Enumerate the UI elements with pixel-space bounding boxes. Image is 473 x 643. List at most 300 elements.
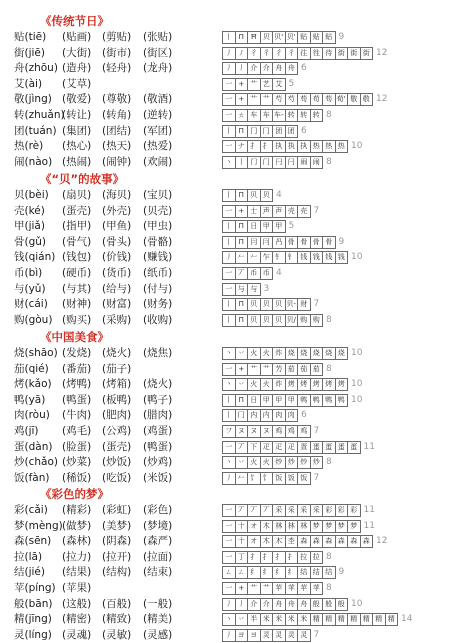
character-row — [0, 297, 473, 312]
section-title: 《传统节日》 — [40, 14, 109, 28]
stroke-order-grid — [222, 566, 336, 578]
stroke-box: 火 — [247, 347, 260, 360]
stroke-box: 丶 — [222, 613, 235, 626]
example-word: (发烧) — [62, 347, 92, 359]
stroke-box: 币 — [247, 267, 260, 280]
example-word: (采购) — [102, 313, 132, 326]
stroke-count: 7 — [313, 205, 320, 216]
stroke-box: 钅 — [272, 251, 285, 264]
stroke-box: 日 — [247, 394, 260, 407]
stroke-box: 一 — [222, 504, 235, 517]
stroke-box: 钱 — [322, 251, 335, 264]
stroke-box: 森 — [322, 535, 335, 548]
stroke-box: 灵 — [272, 629, 285, 642]
stroke-box: 转 — [310, 109, 324, 122]
character-row — [0, 408, 473, 423]
stroke-box: ヨ — [247, 629, 260, 642]
stroke-box: 拉 — [310, 551, 324, 564]
character-row — [0, 188, 473, 203]
stroke-box: 热 — [322, 140, 335, 153]
stroke-box: 冃 — [247, 236, 260, 249]
stroke-order-grid — [222, 363, 323, 375]
character-pinyin: 街(jiē) — [14, 46, 45, 59]
stroke-count: 10 — [351, 598, 363, 609]
stroke-box: 鸭 — [310, 394, 323, 407]
stroke-box: 鸭 — [335, 394, 349, 407]
example-word: (腊肉) — [143, 409, 173, 422]
example-word: (敬爱) — [62, 93, 92, 106]
stroke-box: П — [235, 314, 248, 327]
stroke-box: 丨 — [222, 314, 235, 327]
stroke-box: 下 — [247, 441, 260, 454]
example-word: (这般) — [62, 597, 92, 610]
stroke-box: 丿 — [222, 629, 235, 642]
stroke-box: 贴 — [310, 31, 323, 44]
stroke-box: 一 — [222, 535, 235, 548]
example-word: (番茄) — [62, 362, 92, 375]
stroke-box: 火 — [260, 456, 273, 469]
stroke-box: 一 — [222, 109, 235, 122]
stroke-order-grid — [222, 189, 273, 201]
example-word: (灵魂) — [62, 628, 92, 641]
stroke-box: 门 — [247, 156, 260, 169]
example-word: (苹果) — [62, 582, 92, 594]
stroke-box: 街 — [347, 47, 360, 60]
example-word: (收购) — [143, 313, 173, 326]
stroke-box: 般 — [310, 598, 323, 611]
example-word: (艾草) — [62, 77, 92, 90]
character-row — [0, 92, 473, 107]
stroke-box: 车 — [260, 109, 273, 122]
stroke-order-grid — [222, 267, 273, 279]
stroke-box: 鸭 — [297, 394, 310, 407]
stroke-box: 炸 — [272, 378, 285, 391]
stroke-box: 彩 — [347, 504, 361, 517]
stroke-box: 艹 — [247, 363, 260, 376]
character-pinyin: 财(cái) — [14, 298, 48, 311]
stroke-box: 梦 — [310, 520, 323, 533]
stroke-box: 米 — [260, 613, 273, 626]
character-pinyin: 骨(gǔ) — [14, 235, 47, 248]
stroke-box: 丆 — [235, 267, 248, 280]
stroke-box: 介 — [247, 598, 260, 611]
stroke-box: 般 — [335, 598, 349, 611]
stroke-box: 甲 — [272, 220, 286, 233]
character-pinyin: 苹(píng) — [14, 582, 56, 594]
stroke-order-grid — [222, 535, 373, 547]
stroke-box: 炒 — [297, 456, 310, 469]
character-row — [0, 108, 473, 123]
stroke-box: 贝 — [247, 314, 260, 327]
stroke-box: 丿 — [222, 62, 235, 75]
stroke-box: 烧 — [322, 347, 335, 360]
stroke-box: 半 — [247, 613, 260, 626]
stroke-box: 贝 — [247, 189, 260, 202]
stroke-box: 精 — [335, 613, 348, 626]
example-word: (热天) — [102, 140, 132, 153]
character-row — [0, 219, 473, 234]
stroke-box: 贝 — [260, 314, 273, 327]
stroke-count: 12 — [376, 47, 388, 58]
stroke-order-grid — [222, 629, 311, 641]
stroke-box: 森 — [335, 535, 348, 548]
stroke-box: 贝' — [272, 31, 285, 44]
stroke-box: 鸡 — [272, 425, 285, 438]
character-row — [0, 503, 473, 518]
example-word: (梦境) — [143, 519, 173, 532]
stroke-box: 苹 — [285, 582, 298, 595]
example-word: (公鸡) — [102, 425, 132, 437]
stroke-box: 烧 — [310, 347, 323, 360]
example-word: (精美) — [143, 613, 173, 626]
stroke-box: + — [235, 205, 248, 218]
stroke-box: 炒 — [310, 456, 324, 469]
stroke-box: 丷 — [235, 347, 248, 360]
stroke-order-grid — [222, 582, 323, 594]
stroke-box: 十 — [235, 520, 248, 533]
example-word: (热闹) — [62, 155, 92, 168]
stroke-order-grid — [222, 598, 348, 610]
example-word: (转角) — [102, 109, 132, 121]
stroke-order-grid — [222, 93, 373, 105]
example-word: (结束) — [143, 566, 173, 579]
character-row — [0, 628, 473, 643]
example-word: (彩虹) — [102, 504, 132, 516]
stroke-box: 鸡 — [297, 425, 311, 438]
stroke-count: 10 — [351, 141, 363, 152]
stroke-count: 5 — [288, 221, 295, 232]
stroke-count: 6 — [301, 410, 307, 421]
example-word: (做梦) — [62, 519, 92, 532]
stroke-box: 扌 — [272, 551, 285, 564]
character-pinyin: 壳(ké) — [14, 204, 45, 217]
stroke-box: 彩 — [322, 504, 335, 517]
stroke-box: 森 — [297, 535, 310, 548]
stroke-box: 苹 — [297, 582, 310, 595]
stroke-box: 丿 — [235, 598, 248, 611]
stroke-box: 一 — [222, 363, 235, 376]
stroke-count: 7 — [313, 472, 320, 483]
example-word: (购买) — [62, 313, 92, 326]
stroke-count: 12 — [376, 94, 388, 105]
stroke-box: П — [235, 298, 248, 311]
stroke-box: 闹 — [297, 156, 310, 169]
stroke-order-grid — [222, 31, 336, 43]
stroke-count: 9 — [338, 236, 345, 247]
character-row — [0, 550, 473, 565]
section-title: 《“贝”的故事》 — [40, 172, 125, 186]
stroke-box: 丨 — [222, 298, 235, 311]
example-word: (赚钱) — [143, 251, 173, 264]
stroke-box: 丿 — [222, 598, 235, 611]
stroke-box: 肉 — [272, 409, 285, 422]
example-word: (外壳) — [102, 204, 132, 217]
character-pinyin: 鸭(yā) — [14, 393, 46, 406]
stroke-box: 财 — [297, 298, 311, 311]
stroke-box: 艹 — [260, 582, 273, 595]
stroke-box: ヨ — [235, 629, 248, 642]
stroke-box: 待 — [322, 47, 335, 60]
stroke-box: 彳 — [247, 47, 260, 60]
stroke-box: 鸭 — [322, 394, 335, 407]
stroke-box: 饭 — [297, 472, 311, 485]
example-word: (鸡毛) — [62, 425, 92, 437]
stroke-order-grid — [222, 378, 348, 390]
stroke-count: 8 — [326, 363, 332, 374]
stroke-box: 贝- — [285, 298, 298, 311]
stroke-box: 精 — [360, 613, 373, 626]
example-word: (拉力) — [62, 550, 92, 563]
character-pinyin: 购(gòu) — [14, 313, 53, 326]
example-word: (炒饭) — [102, 456, 132, 469]
stroke-box: 甲 — [260, 220, 273, 233]
stroke-order-grid — [222, 425, 311, 437]
example-word: (尊敬) — [102, 93, 132, 106]
stroke-box: 丿 — [222, 47, 235, 60]
stroke-order-grid — [222, 156, 323, 168]
stroke-box: 蛋 — [310, 441, 323, 454]
stroke-count: 7 — [313, 629, 320, 640]
stroke-box: 钅 — [285, 251, 298, 264]
stroke-box: 饭 — [285, 472, 298, 485]
stroke-box: 梦 — [335, 520, 348, 533]
character-pinyin: 钱(qián) — [14, 251, 56, 264]
example-word: (鸭蛋) — [62, 393, 92, 406]
example-word: (骨头) — [102, 235, 132, 248]
character-row — [0, 77, 473, 92]
stroke-box: 贴 — [322, 31, 336, 44]
stroke-box: 火 — [260, 347, 273, 360]
stroke-box: + — [235, 363, 248, 376]
stroke-box: ㄥ — [222, 566, 235, 579]
stroke-count: 3 — [263, 283, 270, 294]
character-pinyin: 彩(cǎi) — [14, 504, 48, 516]
example-word: (茄子) — [102, 362, 132, 375]
example-word: (敬酒) — [143, 93, 173, 106]
character-row — [0, 282, 473, 297]
stroke-box: 日 — [247, 220, 260, 233]
stroke-order-grid — [222, 125, 298, 137]
stroke-order-grid — [222, 205, 311, 217]
character-pinyin: 肉(ròu) — [14, 409, 50, 422]
stroke-count: 14 — [401, 614, 413, 625]
stroke-box: Ħ — [247, 31, 260, 44]
stroke-count: 7 — [313, 299, 320, 310]
stroke-box: 𠂉 — [247, 251, 260, 264]
stroke-box: 介 — [247, 62, 260, 75]
example-word: (集团) — [62, 124, 92, 137]
stroke-box: П — [235, 220, 248, 233]
stroke-box: 冎 — [272, 236, 285, 249]
character-row — [0, 204, 473, 219]
stroke-box: 扌 — [260, 551, 273, 564]
stroke-box: 扌 — [247, 140, 260, 153]
stroke-count: 10 — [351, 348, 363, 358]
stroke-box: 丶 — [222, 156, 235, 169]
stroke-box: 闩 — [285, 156, 298, 169]
example-word: (板鸭) — [102, 393, 132, 406]
stroke-box: + — [235, 78, 248, 91]
stroke-box: 转 — [285, 109, 298, 122]
stroke-box: 艾 — [272, 78, 286, 91]
stroke-box: 饭 — [272, 472, 285, 485]
stroke-count: 8 — [326, 551, 332, 562]
stroke-order-grid — [222, 283, 261, 295]
example-word: (精彩) — [62, 504, 92, 516]
example-word: (蛋壳) — [102, 440, 132, 453]
example-word: (财神) — [62, 298, 92, 311]
stroke-order-grid — [222, 140, 348, 152]
stroke-order-grid — [222, 62, 298, 74]
stroke-count: 10 — [351, 394, 363, 405]
stroke-box: 声 — [272, 205, 285, 218]
example-word: (森严) — [143, 535, 173, 548]
example-word: (炒鸡) — [143, 456, 173, 469]
example-word: (大街) — [62, 46, 92, 59]
stroke-box: 艹 — [260, 363, 273, 376]
stroke-box: 丨 — [235, 156, 248, 169]
stroke-box: 闩 — [272, 156, 285, 169]
stroke-box: 甲 — [272, 394, 285, 407]
stroke-box: 热 — [335, 140, 349, 153]
example-word: (与其) — [62, 282, 92, 295]
stroke-box: 一 — [222, 551, 235, 564]
example-word: (骨骼) — [143, 235, 173, 248]
stroke-box: 米 — [272, 613, 285, 626]
example-word: (阴森) — [102, 535, 132, 548]
stroke-box: 森 — [310, 535, 323, 548]
stroke-box: 芀 — [272, 363, 285, 376]
example-word: (价钱) — [102, 251, 132, 264]
stroke-box: 丆 — [247, 504, 260, 517]
stroke-box: 烤 — [310, 378, 323, 391]
character-pinyin: 结(jié) — [14, 566, 45, 579]
character-pinyin: 鸡(jī) — [14, 425, 39, 437]
stroke-box: 徃 — [310, 47, 323, 60]
stroke-box: ヌ — [260, 425, 273, 438]
stroke-box: 苟 — [322, 93, 335, 106]
stroke-box: 士 — [247, 205, 260, 218]
stroke-box: 十 — [235, 535, 248, 548]
stroke-box: 烤 — [335, 378, 349, 391]
stroke-box: 般 — [322, 598, 335, 611]
stroke-box: 转 — [297, 109, 310, 122]
character-pinyin: 精(jīng) — [14, 613, 52, 626]
stroke-box: 木 — [260, 535, 273, 548]
stroke-box: 扌 — [285, 551, 298, 564]
stroke-box: 苹 — [310, 582, 324, 595]
example-word: (烤箱) — [102, 378, 132, 391]
stroke-box: 烤 — [322, 378, 335, 391]
example-word: (贴画) — [62, 31, 92, 43]
stroke-box: 与 — [235, 283, 248, 296]
example-word: (烧火) — [102, 347, 132, 359]
stroke-box: 声 — [260, 205, 273, 218]
stroke-box: 丿 — [222, 251, 235, 264]
stroke-box: П — [235, 31, 248, 44]
stroke-box: 贝' — [285, 31, 298, 44]
stroke-order-grid — [222, 109, 323, 121]
stroke-box: 贝 — [247, 298, 260, 311]
stroke-box: 茄 — [310, 363, 324, 376]
stroke-box: 采 — [272, 504, 285, 517]
example-word: (吃饭) — [102, 471, 132, 484]
stroke-box: 丨 — [222, 125, 235, 138]
stroke-box: 执 — [272, 140, 285, 153]
example-word: (稀饭) — [62, 471, 92, 484]
stroke-box: 烤 — [297, 378, 310, 391]
example-word: (财务) — [143, 298, 173, 311]
character-row — [0, 155, 473, 170]
stroke-box: 彩 — [335, 504, 348, 517]
stroke-count: 11 — [363, 441, 375, 452]
example-word: (烧焦) — [143, 347, 173, 359]
stroke-box: 扌 — [260, 140, 273, 153]
example-word: (转让) — [62, 109, 92, 121]
stroke-box: 贝 — [260, 31, 273, 44]
stroke-box: 钱 — [310, 251, 323, 264]
stroke-count: 5 — [288, 78, 295, 89]
example-word: (扇贝) — [62, 189, 92, 201]
character-pinyin: 灵(líng) — [14, 628, 52, 641]
character-row — [0, 362, 473, 377]
character-pinyin: 与(yǔ) — [14, 282, 46, 295]
stroke-order-grid — [222, 251, 348, 263]
character-pinyin: 转(zhuǎn) — [14, 109, 65, 121]
stroke-box: 团 — [272, 125, 285, 138]
character-pinyin: 敬(jìng) — [14, 93, 52, 106]
example-word: (牛肉) — [62, 409, 92, 422]
stroke-count: 4 — [276, 268, 282, 278]
stroke-box: 米 — [285, 613, 298, 626]
stroke-box: オ — [247, 535, 260, 548]
stroke-box: 肉 — [285, 409, 299, 422]
stroke-box: 乍 — [260, 251, 273, 264]
stroke-box: ㄥ — [235, 566, 248, 579]
example-word: (热心) — [62, 140, 92, 153]
stroke-box: 丨 — [222, 409, 235, 422]
stroke-box: ㄊ — [235, 109, 248, 122]
stroke-box: フ — [222, 425, 235, 438]
stroke-box: 拉 — [297, 551, 310, 564]
stroke-box: 结 — [322, 566, 336, 579]
character-row — [0, 61, 473, 76]
stroke-box: 贝 — [272, 298, 285, 311]
stroke-count: 7 — [313, 426, 320, 436]
example-word: (张贴) — [143, 31, 173, 43]
stroke-box: 贝 — [272, 314, 285, 327]
stroke-box: 舟 — [285, 598, 298, 611]
example-word: (结构) — [102, 566, 132, 579]
character-row — [0, 471, 473, 486]
stroke-box: 团 — [285, 125, 299, 138]
stroke-box: 一 — [222, 93, 235, 106]
stroke-count: 11 — [363, 520, 375, 531]
stroke-box: 热 — [310, 140, 323, 153]
section-title: 《中国美食》 — [40, 330, 109, 344]
stroke-box: 蛋 — [347, 441, 361, 454]
character-row — [0, 377, 473, 392]
stroke-box: 舟 — [272, 598, 285, 611]
stroke-count: 8 — [326, 457, 332, 468]
example-word: (硬币) — [62, 267, 92, 279]
character-pinyin: 森(sēn) — [14, 535, 52, 548]
character-pinyin: 烧(shāo) — [14, 347, 58, 359]
example-word: (灵感) — [143, 628, 173, 641]
example-word: (精密) — [62, 613, 92, 626]
stroke-box: 苟 — [310, 93, 323, 106]
example-word: (拉面) — [143, 550, 173, 563]
